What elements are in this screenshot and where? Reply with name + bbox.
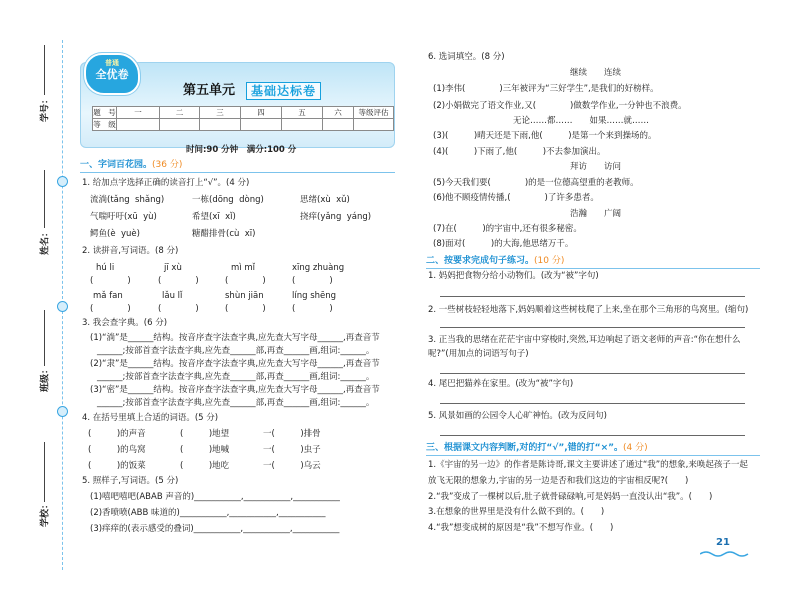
- q5-line: (3)痒痒的(表示感受的叠词)___________,___________,___________: [90, 524, 340, 534]
- q6-item: (4)( )下雨了,他( )不去参加演出。: [433, 147, 606, 157]
- score-table-cell: 题 号: [93, 108, 116, 117]
- q2-pinyin: líng shēng: [292, 291, 337, 301]
- part3-statement: 1.《宇宙的另一边》的作者是陈诗哥,课文主要讲述了通过“我”的想象,来唤起孩子一起: [428, 460, 748, 470]
- q4-item: ( )的声音: [88, 429, 146, 439]
- answer-line: [440, 435, 745, 436]
- q6-title: 6. 选词填空。(8 分): [428, 52, 505, 62]
- logo-main-text: 全优卷: [95, 68, 129, 81]
- score-table-cell: 等 级: [93, 120, 116, 129]
- q6-item: (3)( )晴天还是下雨,他( )是第一个来到操场的。: [433, 131, 657, 141]
- score-table-header-row: [93, 107, 394, 119]
- q1-item: 希望(xī xǐ): [192, 212, 236, 222]
- q2-answer-blank: ( ): [90, 276, 131, 286]
- part3-rule: [426, 455, 760, 456]
- q1-item: 挠痒(yǎng yáng): [300, 212, 372, 222]
- q4-item: 一( )排骨: [263, 429, 321, 439]
- q3-line: ______;按部首查字法查字典,应先查______部,再查______画,组词:______。: [97, 346, 375, 356]
- q3-line: (3)“密”是______结构。按音序查字法查字典,应先查大写字母______,再查音节: [90, 385, 380, 395]
- part3-statement: 4.“我”想变成树的原因是“我”不想写作业。( ): [428, 523, 614, 533]
- page-number-wave-icon: [700, 550, 750, 558]
- q3-line: (2)“隶”是______结构。按音序查字法查字典,应先查大写字母______,再查音节: [90, 359, 380, 369]
- score-table-cell: 四: [241, 107, 282, 119]
- q5-line: (2)香喷喷(ABB 味道的)___________,___________,___________: [90, 508, 326, 518]
- q2-answer-blank: ( ): [90, 304, 131, 314]
- student-id-label: 学号：: [40, 95, 51, 123]
- q6-word-choices: 无论……都…… 如果……就……: [513, 116, 650, 126]
- q2-answer-blank: ( ): [225, 304, 266, 314]
- q4-item: ( )地望: [180, 429, 230, 439]
- part3-title: 三、根据课文内容判断,对的打“√”,错的打“×”。: [426, 443, 624, 453]
- score-table-cell: 等级评估: [354, 107, 394, 119]
- score-table-empty-cell: [354, 119, 394, 131]
- q6-item: (5)今天我们要( )的是一位德高望重的老教师。: [433, 178, 639, 188]
- q1-item: 思绪(xù xǔ): [300, 195, 350, 205]
- q1-item: 鳄鱼(è yuè): [90, 229, 140, 239]
- q3-line: ______;按部首查字法查字典,应先查______部,再查______画,组词:______。: [97, 372, 375, 382]
- binding-hole: [57, 301, 68, 312]
- score-table-cell: 一: [117, 107, 160, 119]
- q3-title: 3. 我会查字典。(6 分): [82, 318, 168, 328]
- part1-score: (36 分): [152, 160, 183, 170]
- q4-item: 一( )虫子: [263, 445, 321, 455]
- q1-title: 1. 给加点字选择正确的读音打上“√”。(4 分): [82, 178, 250, 188]
- score-table-cell: 三: [200, 107, 241, 119]
- score-table-empty-cell: [117, 119, 160, 131]
- unit-title: 第五单元: [183, 83, 236, 98]
- score-table-empty-cell: [241, 119, 282, 131]
- part2-question: 2. 一些树枝轻轻地落下,妈妈顺着这些树枝爬了上来,坐在那个三角形的鸟窝里。(缩句): [428, 305, 749, 315]
- part2-rule: [426, 268, 760, 269]
- logo: [84, 53, 140, 95]
- answer-line: [440, 296, 745, 297]
- q1-item: 糖醋排骨(cù xī): [192, 229, 256, 239]
- q2-answer-blank: ( ): [292, 304, 333, 314]
- logo-small-text: 普通: [105, 59, 119, 67]
- q4-item: ( )的鸟窝: [88, 445, 146, 455]
- q3-line: ______;按部首查字法查字典,应先查______部,再查______画,组词:______。: [97, 398, 375, 408]
- q6-item: (7)在( )的宇宙中,还有很多秘密。: [433, 224, 582, 234]
- part2-question: 3. 正当我的思绪在茫茫宇宙中穿梭时,突然,耳边响起了语文老师的声音:“你在想什么: [428, 335, 741, 345]
- time-and-score: 时间:90 分钟 满分:100 分: [186, 145, 297, 155]
- q6-word-choices: 浩瀚 广阔: [570, 209, 622, 219]
- q1-item: 一栋(dōng dòng): [192, 195, 264, 205]
- score-table-empty-cell: [160, 119, 200, 131]
- q2-title: 2. 读拼音,写词语。(8 分): [82, 246, 179, 256]
- q2-answer-blank: ( ): [225, 276, 266, 286]
- answer-line: [440, 373, 745, 374]
- q2-pinyin: shùn jiān: [225, 291, 264, 301]
- q2-pinyin: hú li: [96, 263, 115, 273]
- class-label: 班级：: [40, 365, 51, 393]
- test-subtitle: 基础达标卷: [246, 82, 321, 100]
- school-label: 学校：: [40, 500, 51, 528]
- q5-title: 5. 照样子,写词语。(5 分): [82, 476, 179, 486]
- student-id-write-line: [44, 45, 45, 95]
- q6-item: (6)他不顾疫情传播,( )了许多患者。: [433, 193, 599, 203]
- q2-answer-blank: ( ): [292, 276, 333, 286]
- part3-statement-continued: 放飞无限的想象力,宇宙的另一边是否和我们这边的宇宙相反呢?( ): [428, 476, 689, 486]
- q2-pinyin: mì mǐ: [231, 263, 255, 273]
- part2-header: [426, 255, 564, 267]
- score-table-grade-row: [93, 119, 394, 131]
- part1-title: 一、字词百花园。: [80, 160, 153, 170]
- part2-question: 5. 风景如画的公园令人心旷神怡。(改为反问句): [428, 411, 607, 421]
- part2-score: (10 分): [534, 256, 565, 266]
- q6-item: (1)李伟( )三年被评为“三好学生”,是我们的好榜样。: [433, 84, 659, 94]
- part3-statement: 2.“我”变成了一棵树以后,肚子就骨碌碌响,可是妈妈一直没认出“我”。( ): [428, 492, 713, 502]
- part3-score: (4 分): [623, 443, 648, 453]
- q6-word-choices: 拜访 访问: [570, 162, 622, 172]
- part3-statement: 3.在想象的世界里是没有什么做不到的。( ): [428, 507, 605, 517]
- q2-pinyin: jī xù: [164, 263, 182, 273]
- score-table-empty-cell: [200, 119, 241, 131]
- q1-item: 气喘吁吁(xū yù): [90, 212, 157, 222]
- score-table-empty-cell: [323, 119, 354, 131]
- answer-line: [440, 327, 745, 328]
- binding-hole: [57, 176, 68, 187]
- q2-answer-blank: ( ): [158, 304, 199, 314]
- score-table-cell: 六: [323, 107, 354, 119]
- answer-line: [440, 403, 745, 404]
- score-table-cell: 五: [282, 107, 323, 119]
- part1-rule: [80, 172, 395, 173]
- q2-answer-blank: ( ): [158, 276, 199, 286]
- q3-line: (1)“淌”是______结构。按音序查字法查字典,应先查大写字母______,再查音节: [90, 333, 380, 343]
- part1-header: [80, 159, 182, 171]
- binding-hole: [57, 406, 68, 417]
- name-label: 姓名：: [40, 228, 51, 256]
- part2-question-continued: 呢?”(用加点的词语写句子): [428, 349, 529, 359]
- q2-pinyin: mǎ fan: [93, 291, 123, 301]
- q5-line: (1)嘻吧嘻吧(ABAB 声音的)___________,___________,___________: [90, 492, 340, 502]
- part2-question: 4. 尾巴把猫养在家里。(改为“被”字句): [428, 379, 574, 389]
- score-table: [92, 106, 394, 131]
- q6-word-choices: 继续 连续: [570, 68, 622, 78]
- q4-title: 4. 在括号里填上合适的词语。(5 分): [82, 413, 219, 423]
- q2-pinyin: lǎu lǐ: [162, 291, 183, 301]
- q6-item: (8)面对( )的大海,他思绪万千。: [433, 239, 574, 249]
- page-number: 21: [716, 537, 730, 548]
- score-table-empty-cell: [282, 119, 323, 131]
- q4-item: ( )地喊: [180, 445, 230, 455]
- part3-header: [426, 442, 648, 454]
- part2-title: 二、按要求完成句子练习。: [426, 256, 535, 266]
- q1-item: 流淌(tǎng shǎng): [90, 195, 165, 205]
- q4-item: ( )地吃: [180, 461, 230, 471]
- q2-pinyin: xīng zhuàng: [292, 263, 345, 273]
- part2-question: 1. 妈妈把食物分给小动物们。(改为“被”字句): [428, 271, 599, 281]
- name-write-line: [44, 170, 45, 228]
- q4-item: 一( )乌云: [263, 461, 321, 471]
- q4-item: ( )的饭菜: [88, 461, 146, 471]
- q6-item: (2)小娟做完了语文作业,又( )做数学作业,一分钟也不浪费。: [433, 101, 687, 111]
- score-table-cell: 二: [160, 107, 200, 119]
